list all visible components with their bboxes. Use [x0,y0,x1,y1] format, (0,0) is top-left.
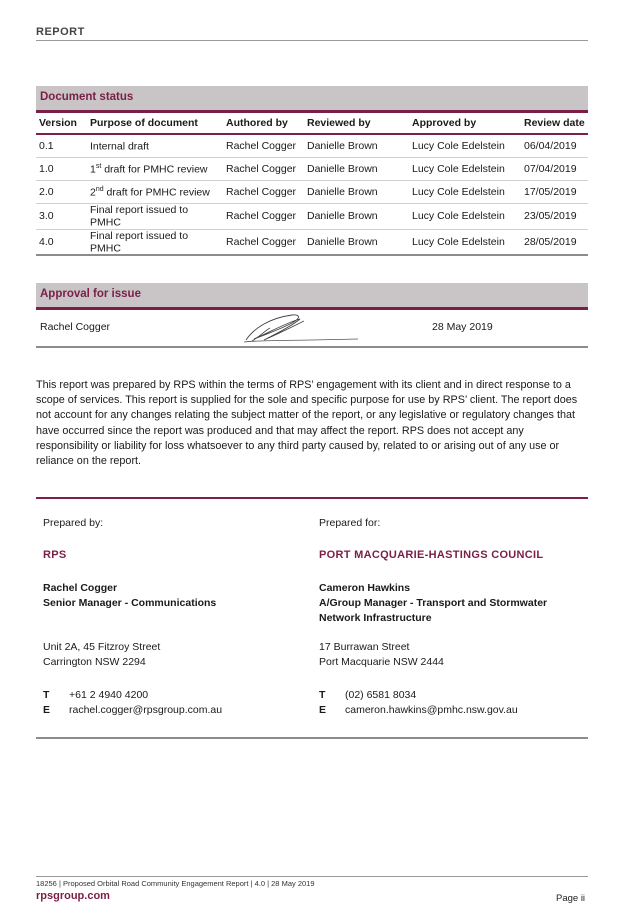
prepared-for-email[interactable]: cameron.hawkins@pmhc.nsw.gov.au [345,704,518,716]
prepared-for-org: PORT MACQUARIE-HASTINGS COUNCIL [319,549,544,561]
prepared-by-org: RPS [43,549,67,561]
cell-authored: Rachel Cogger [223,204,304,230]
prepared-for-name: Cameron Hawkins [319,582,411,594]
prepared-for-column [319,516,584,718]
col-header-date: Review date [524,116,585,129]
prepared-by-name: Rachel Cogger [43,582,118,594]
footer-url[interactable]: rpsgroup.com [36,890,110,902]
page-header-title: REPORT [36,26,85,38]
approval-heading: Approval for issue [40,288,141,300]
col-header-approved: Approved by [412,116,477,129]
table-row [36,158,588,181]
approval-band [36,283,588,310]
cell-approved: Lucy Cole Edelstein [409,229,521,255]
contact-box-bottom-rule [36,737,588,739]
prepared-for-title-line2: Network Infrastructure [319,612,432,624]
header-rule [36,40,588,41]
cell-purpose: 2nd draft for PMHC review [87,181,223,204]
prepared-by-title: Senior Manager - Communications [43,597,217,609]
prepared-by-phone-row: T +61 2 4940 4200 [43,689,149,701]
document-status-band [36,86,588,113]
prepared-for-address-line2: Port Macquarie NSW 2444 [319,656,444,668]
cell-purpose: 1st draft for PMHC review [87,158,223,181]
cell-reviewed: Danielle Brown [304,181,409,204]
cell-purpose: Final report issued to PMHC [87,229,223,255]
cell-date: 06/04/2019 [521,134,588,158]
footer-reference: 18256 | Proposed Orbital Road Community Engagement Report | 4.0 | 28 May 2019 [36,879,315,888]
table-row [36,134,588,158]
col-header-purpose: Purpose of document [90,116,198,129]
prepared-for-address-line1: 17 Burrawan Street [319,641,410,653]
cell-authored: Rachel Cogger [223,158,304,181]
cell-purpose: Final report issued to PMHC [87,204,223,230]
document-status-table [36,112,588,256]
table-row [36,181,588,204]
col-header-authored: Authored by [226,116,288,129]
cell-reviewed: Danielle Brown [304,204,409,230]
col-header-version: Version [39,116,77,129]
cell-approved: Lucy Cole Edelstein [409,204,521,230]
document-status-heading: Document status [40,91,134,103]
cell-authored: Rachel Cogger [223,134,304,158]
cell-version: 3.0 [36,204,87,230]
cell-reviewed: Danielle Brown [304,134,409,158]
cell-reviewed: Danielle Brown [304,229,409,255]
cell-approved: Lucy Cole Edelstein [409,134,521,158]
table-header-row [36,112,588,134]
cell-version: 0.1 [36,134,87,158]
prepared-for-title-line1: A/Group Manager - Transport and Stormwater [319,597,548,609]
cell-authored: Rachel Cogger [223,229,304,255]
prepared-for-phone-row: T (02) 6581 8034 [319,689,417,701]
prepared-by-phone: +61 2 4940 4200 [69,689,149,701]
cell-authored: Rachel Cogger [223,181,304,204]
approver-name: Rachel Cogger [40,321,111,333]
prepared-for-email-row: E cameron.hawkins@pmhc.nsw.gov.au [319,704,518,716]
col-header-reviewed: Reviewed by [307,116,371,129]
footer-rule [36,876,588,877]
cell-version: 4.0 [36,229,87,255]
prepared-by-address-line1: Unit 2A, 45 Fitzroy Street [43,641,161,653]
contact-box-top-rule [36,497,588,499]
page-number: Page ii [556,893,586,904]
prepared-by-email[interactable]: rachel.cogger@rpsgroup.com.au [69,704,223,716]
table-row [36,229,588,255]
cell-date: 23/05/2019 [521,204,588,230]
signature-image [240,310,365,346]
approval-row [36,308,588,348]
cell-reviewed: Danielle Brown [304,158,409,181]
table-row [36,204,588,230]
cell-approved: Lucy Cole Edelstein [409,158,521,181]
approval-date: 28 May 2019 [432,321,493,333]
prepared-for-label: Prepared for: [319,517,381,529]
prepared-for-phone: (02) 6581 8034 [345,689,417,701]
cell-version: 2.0 [36,181,87,204]
cell-approved: Lucy Cole Edelstein [409,181,521,204]
cell-purpose: Internal draft [87,134,223,158]
prepared-by-email-row: E rachel.cogger@rpsgroup.com.au [43,704,223,716]
cell-date: 17/05/2019 [521,181,588,204]
prepared-by-label: Prepared by: [43,517,104,529]
disclaimer-paragraph: This report was prepared by RPS within the terms of RPS’ engagement with its client and in direct response to a scope of services. This report is supplied for the sole and specific purpose for use by RPS’ client. The report does not account for any changes relating the subject matter of the report, or any legislative or regulatory changes that have occurred since the report was produced and that may affect the report. RPS does not accept any responsibility or liability for loss whatsoever to any third party caused by, related to or arising out of any use or reliance on the report. [36,379,578,468]
prepared-by-column [43,516,293,718]
prepared-by-address-line2: Carrington NSW 2294 [43,656,146,668]
cell-version: 1.0 [36,158,87,181]
cell-date: 07/04/2019 [521,158,588,181]
cell-date: 28/05/2019 [521,229,588,255]
